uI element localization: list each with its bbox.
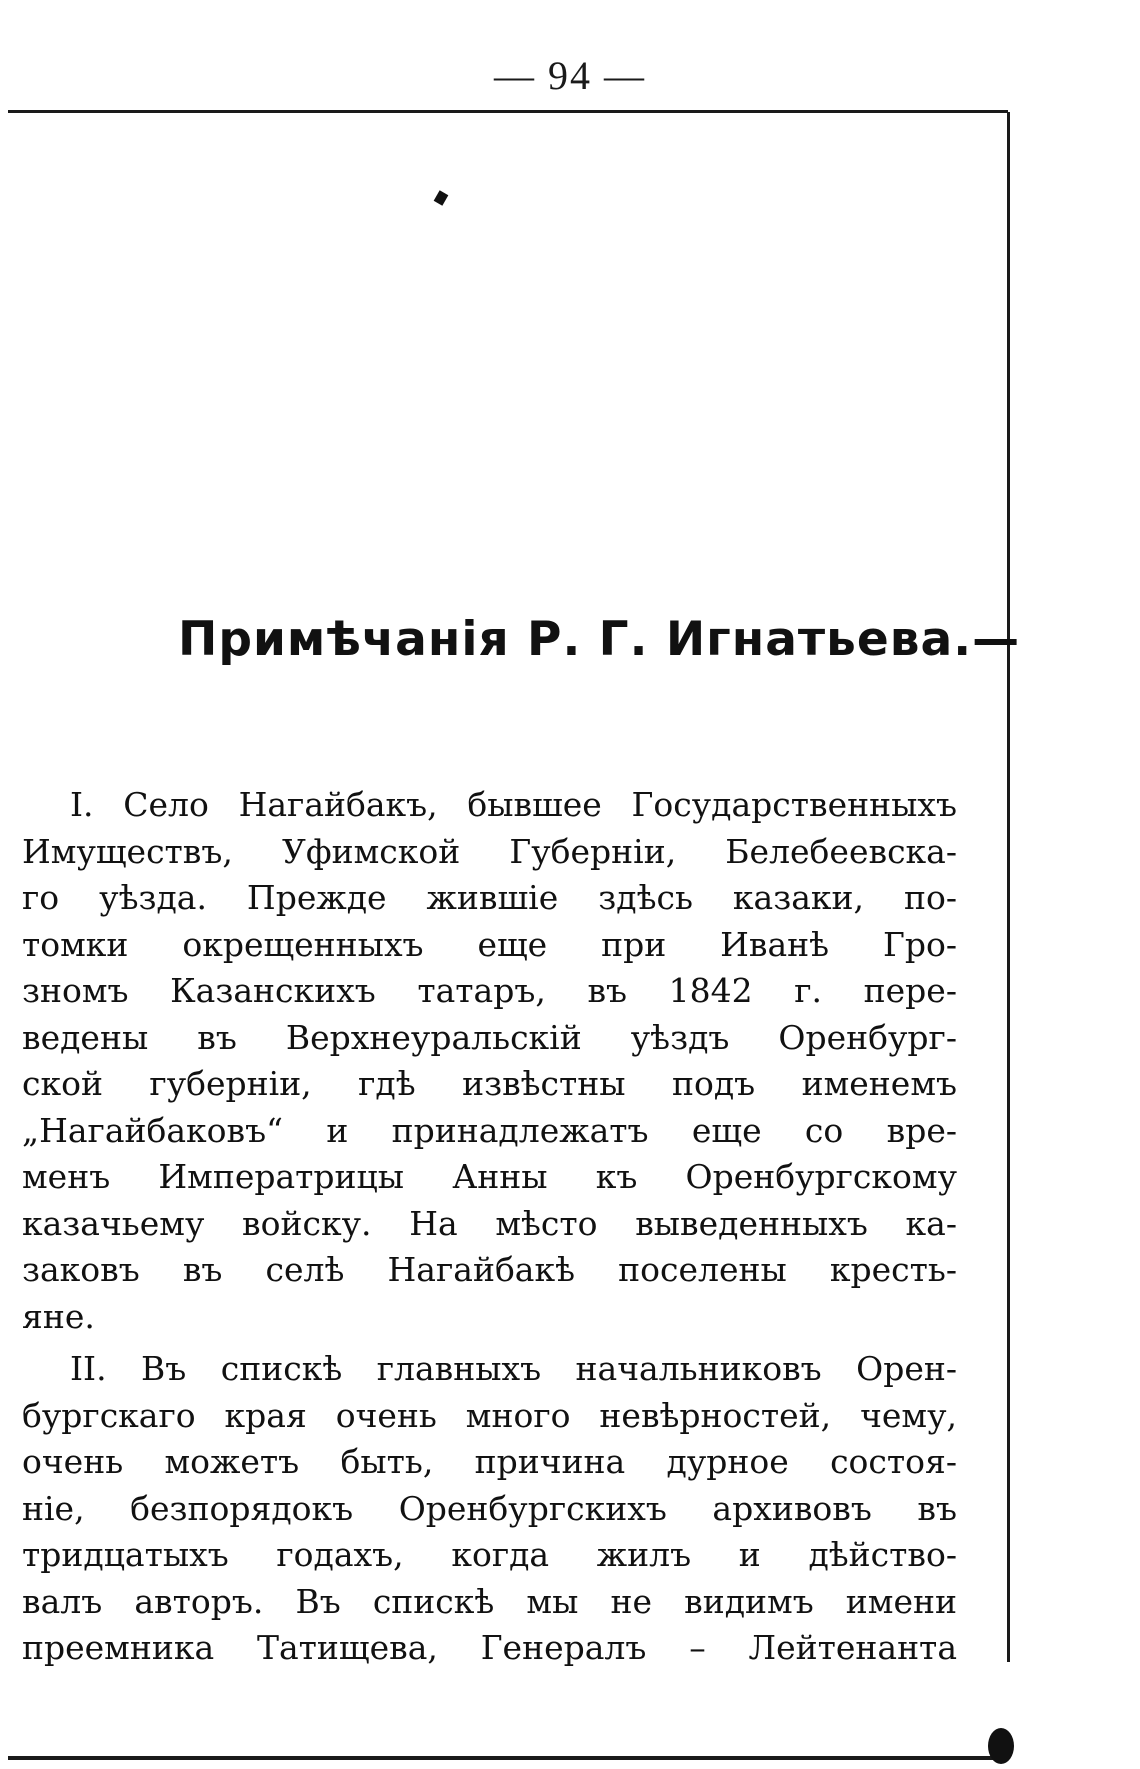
text-line: тридцатыхъ годахъ, когда жилъ и дѣйство- (22, 1535, 957, 1574)
paragraph-1 (22, 782, 957, 1340)
paragraph-2 (22, 1346, 957, 1672)
text-line: яне. (22, 1296, 95, 1336)
ink-blot-mark (988, 1728, 1014, 1764)
section-heading: Примѣчанія Р. Г. Игнатьева.— (178, 612, 1021, 667)
bottom-rule (8, 1756, 1000, 1760)
text-line: преемника Татищева, Генералъ – Лейтенанта (22, 1628, 957, 1667)
text-line: казачьему войску. На мѣсто выведенныхъ ка- (22, 1203, 957, 1243)
text-line: ніе, безпорядокъ Оренбургскихъ архивовъ въ (22, 1488, 957, 1528)
text-line: бургскаго края очень много невѣрностей, чему, (22, 1395, 957, 1435)
text-line: ведены въ Верхнеуральскій уѣздъ Оренбург- (22, 1017, 957, 1057)
text-line: I. Село Нагайбакъ, бывшее Государственныхъ (70, 785, 957, 824)
text-line: „Нагайбаковъ“ и принадлежатъ еще со вре- (22, 1110, 957, 1150)
text-line: Имуществъ, Уфимской Губерніи, Белебеевска- (22, 831, 957, 871)
top-rule (8, 110, 1008, 113)
body-text (22, 782, 957, 1672)
text-line: II. Въ спискѣ главныхъ начальниковъ Орен- (70, 1349, 957, 1388)
text-line: заковъ въ селѣ Нагайбакѣ поселены кресть- (22, 1250, 957, 1289)
text-line: томки окрещенныхъ еще при Иванѣ Гро- (22, 924, 957, 964)
ink-speck-mark (434, 190, 449, 205)
right-margin-rule (1007, 112, 1010, 1662)
text-line: валъ авторъ. Въ спискѣ мы не видимъ имени (22, 1581, 957, 1621)
text-line: менъ Императрицы Анны къ Оренбургскому (22, 1157, 957, 1196)
page-number: — 94 — (494, 53, 646, 98)
text-line: очень можетъ быть, причина дурное состоя- (22, 1442, 957, 1481)
text-line: го уѣзда. Прежде жившіе здѣсь казаки, по- (22, 878, 957, 917)
text-line: зномъ Казанскихъ татаръ, въ 1842 г. пере- (22, 971, 957, 1010)
text-line: ской губерніи, гдѣ извѣстны подъ именемъ (22, 1064, 957, 1103)
